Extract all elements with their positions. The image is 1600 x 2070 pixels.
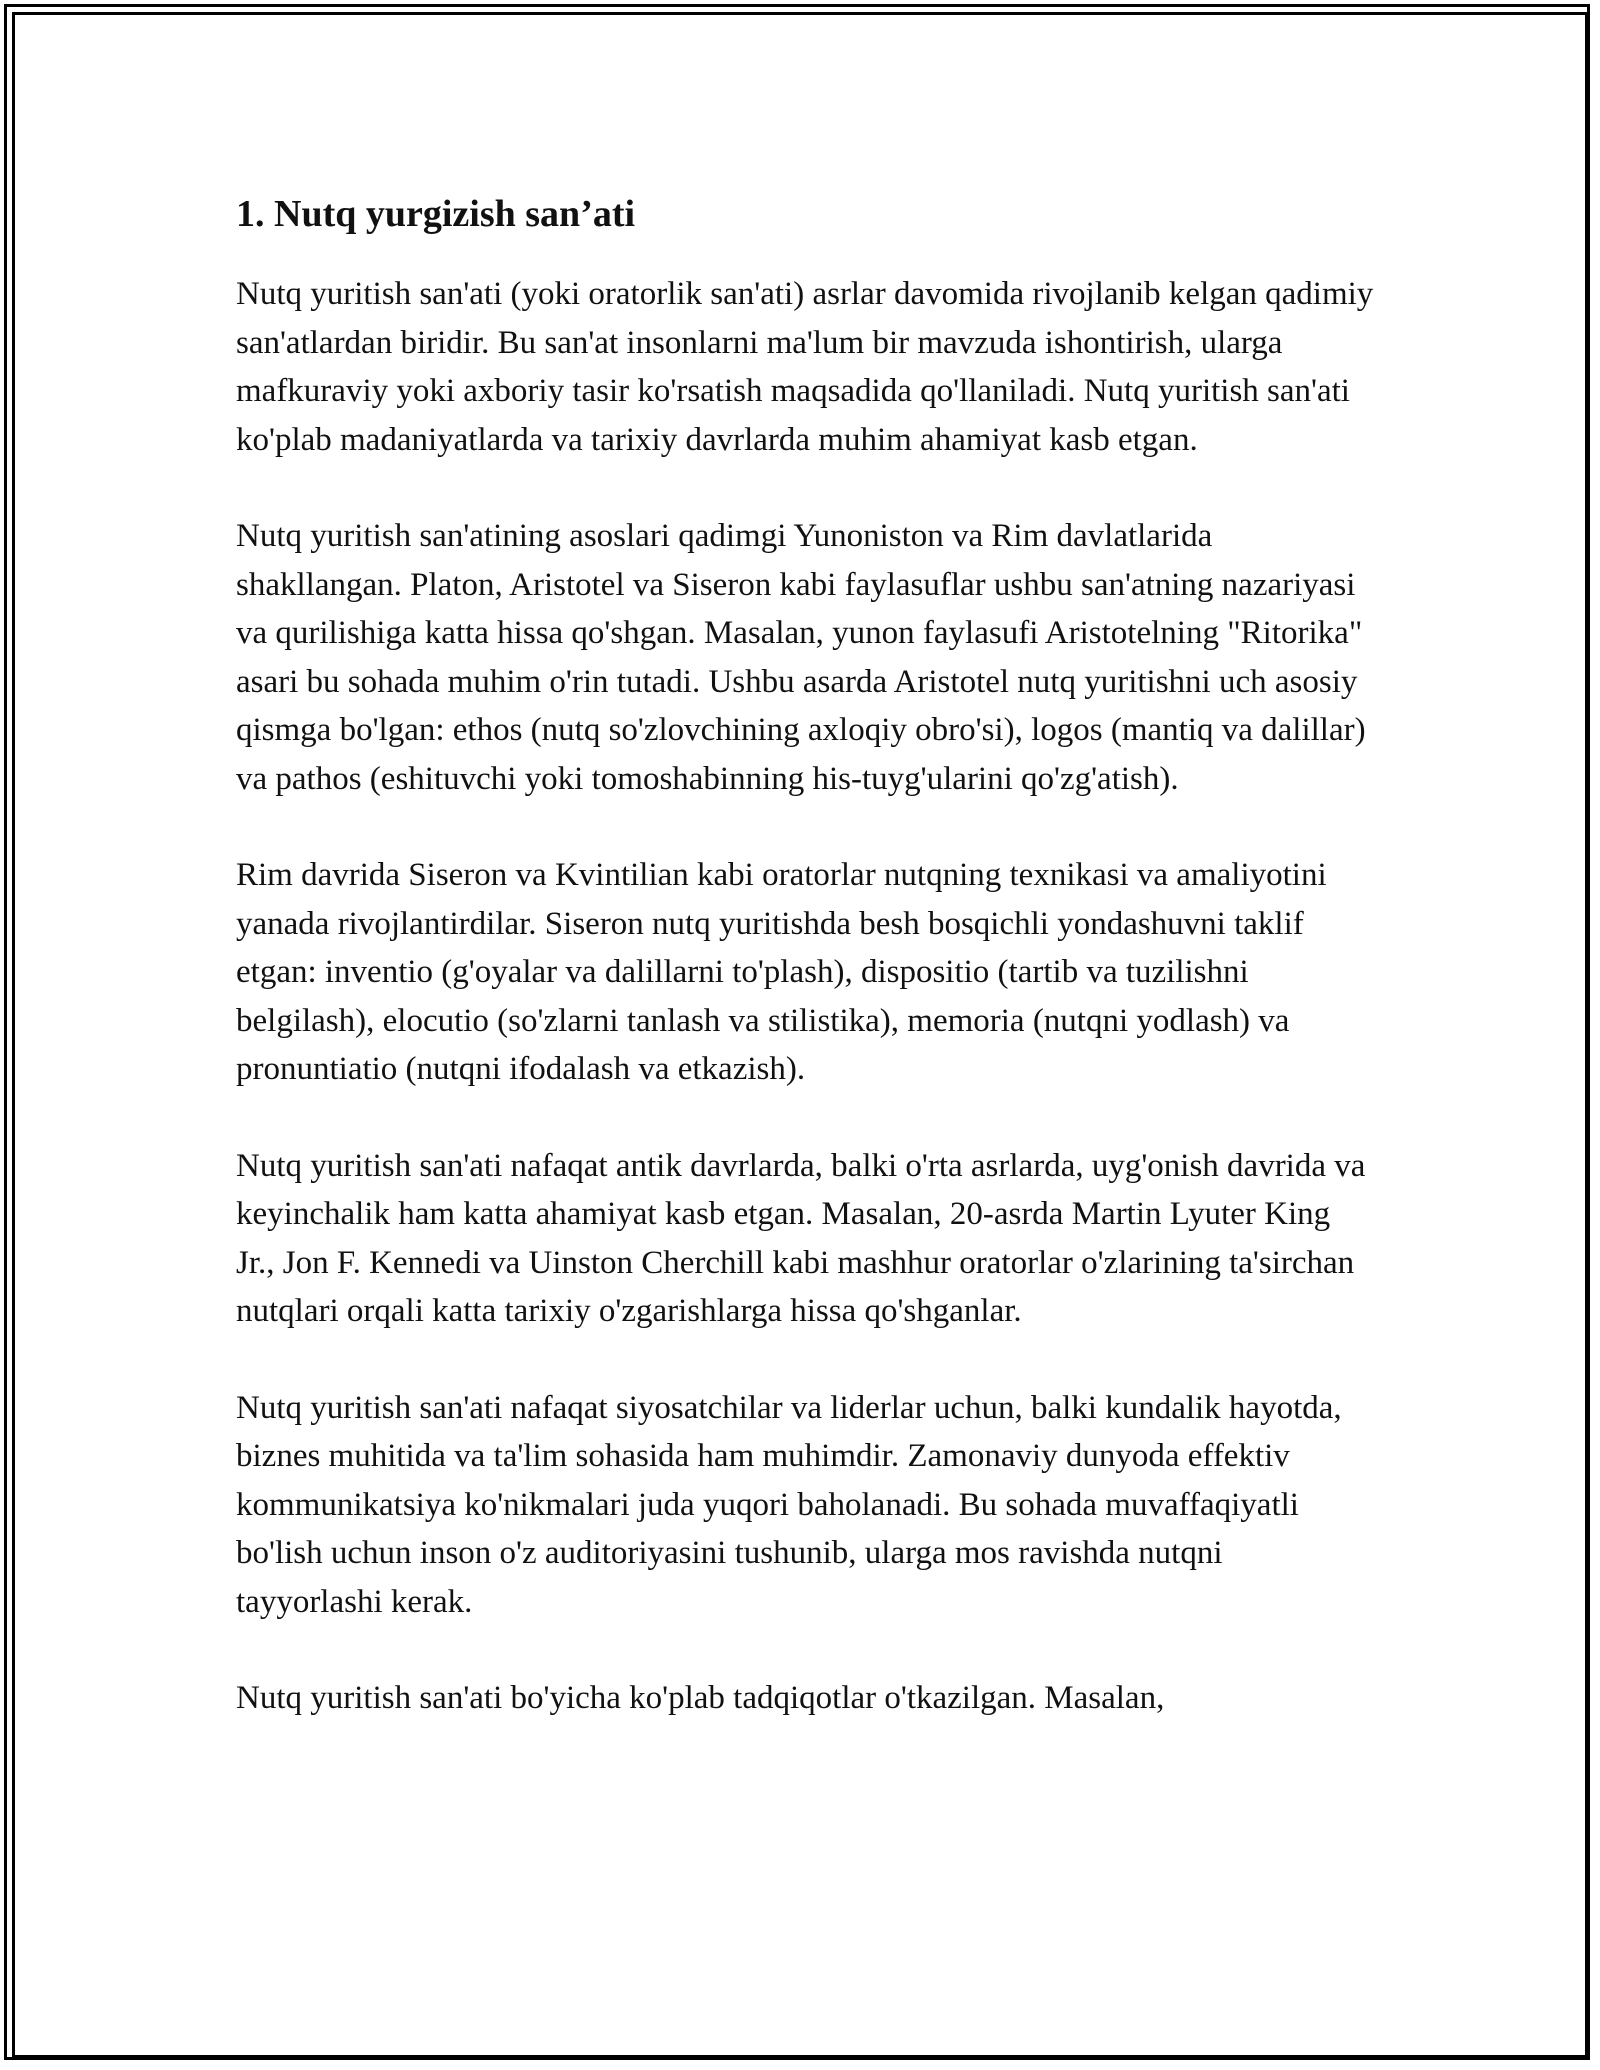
- paragraph-1: Nutq yuritish san'ati (yoki oratorlik san'ati) asrlar davomida rivojlanib kelgan qadimiy san'atlardan biridir. Bu san'at insonlarni ma'lum bir mavzuda ishontirish, ularga mafkuraviy yoki axboriy tasir ko'rsatish maqsadida qo'llaniladi. Nutq yuritish san'ati ko'plab madaniyatlarda va tarixiy davrlarda muhim ahamiyat kasb etgan.: [236, 276, 1374, 458]
- document-body: [236, 188, 1376, 1771]
- paragraph-2: Nutq yuritish san'atining asoslari qadimgi Yunoniston va Rim davlatlarida shakllangan. Platon, Aristotel va Siseron kabi faylasuflar ushbu san'atning nazariyasi va qurilishiga katta hissa qo'shgan. Masalan, yunon faylasufi Aristotelning "Ritorika" asari bu sohada muhim o'rin tutadi. Ushbu asarda Aristotel nutq yuritishni uch asosiy qismga bo'lgan: ethos (nutq so'zlovchining axloqiy obro'si), logos (mantiq va dalillar) va pathos (eshituvchi yoki tomoshabinning his-tuyg'ularini qo'zg'atish).: [236, 518, 1366, 797]
- paragraph-6: Nutq yuritish san'ati bo'yicha ko'plab tadqiqotlar o'tkazilgan. Masalan,: [236, 1680, 1165, 1716]
- paragraph-4: Nutq yuritish san'ati nafaqat antik davrlarda, balki o'rta asrlarda, uyg'onish davrida va keyinchalik ham katta ahamiyat kasb etgan. Masalan, 20-asrda Martin Lyuter King Jr., Jon F. Kennedi va Uinston Cherchill kabi mashhur oratorlar o'zlarining ta'sirchan nutqlari orqali katta tarixiy o'zgarishlarga hissa qo'shganlar.: [236, 1147, 1366, 1329]
- paragraph-5: Nutq yuritish san'ati nafaqat siyosatchilar va liderlar uchun, balki kundalik hayotda, biznes muhitida va ta'lim sohasida ham muhimdir. Zamonaviy dunyoda effektiv kommunikatsiya ko'nikmalari juda yuqori baholanadi. Bu sohada muvaffaqiyatli bo'lish uchun inson o'z auditoriyasini tushunib, ularga mos ravishda nutqni tayyorlashi kerak.: [236, 1389, 1342, 1620]
- paragraph-3: Rim davrida Siseron va Kvintilian kabi oratorlar nutqning texnikasi va amaliyotini yanada rivojlantirdilar. Siseron nutq yuritishda besh bosqichli yondashuvni taklif etgan: inventio (g'oyalar va dalillarni to'plash), dispositio (tartib va tuzilishni belgilash), elocutio (so'zlarni tanlash va stilistika), memoria (nutqni yodlash) va pronuntiatio (nutqni ifodalash va etkazish).: [236, 857, 1327, 1087]
- section-heading: 1. Nutq yurgizish san’ati: [236, 193, 636, 235]
